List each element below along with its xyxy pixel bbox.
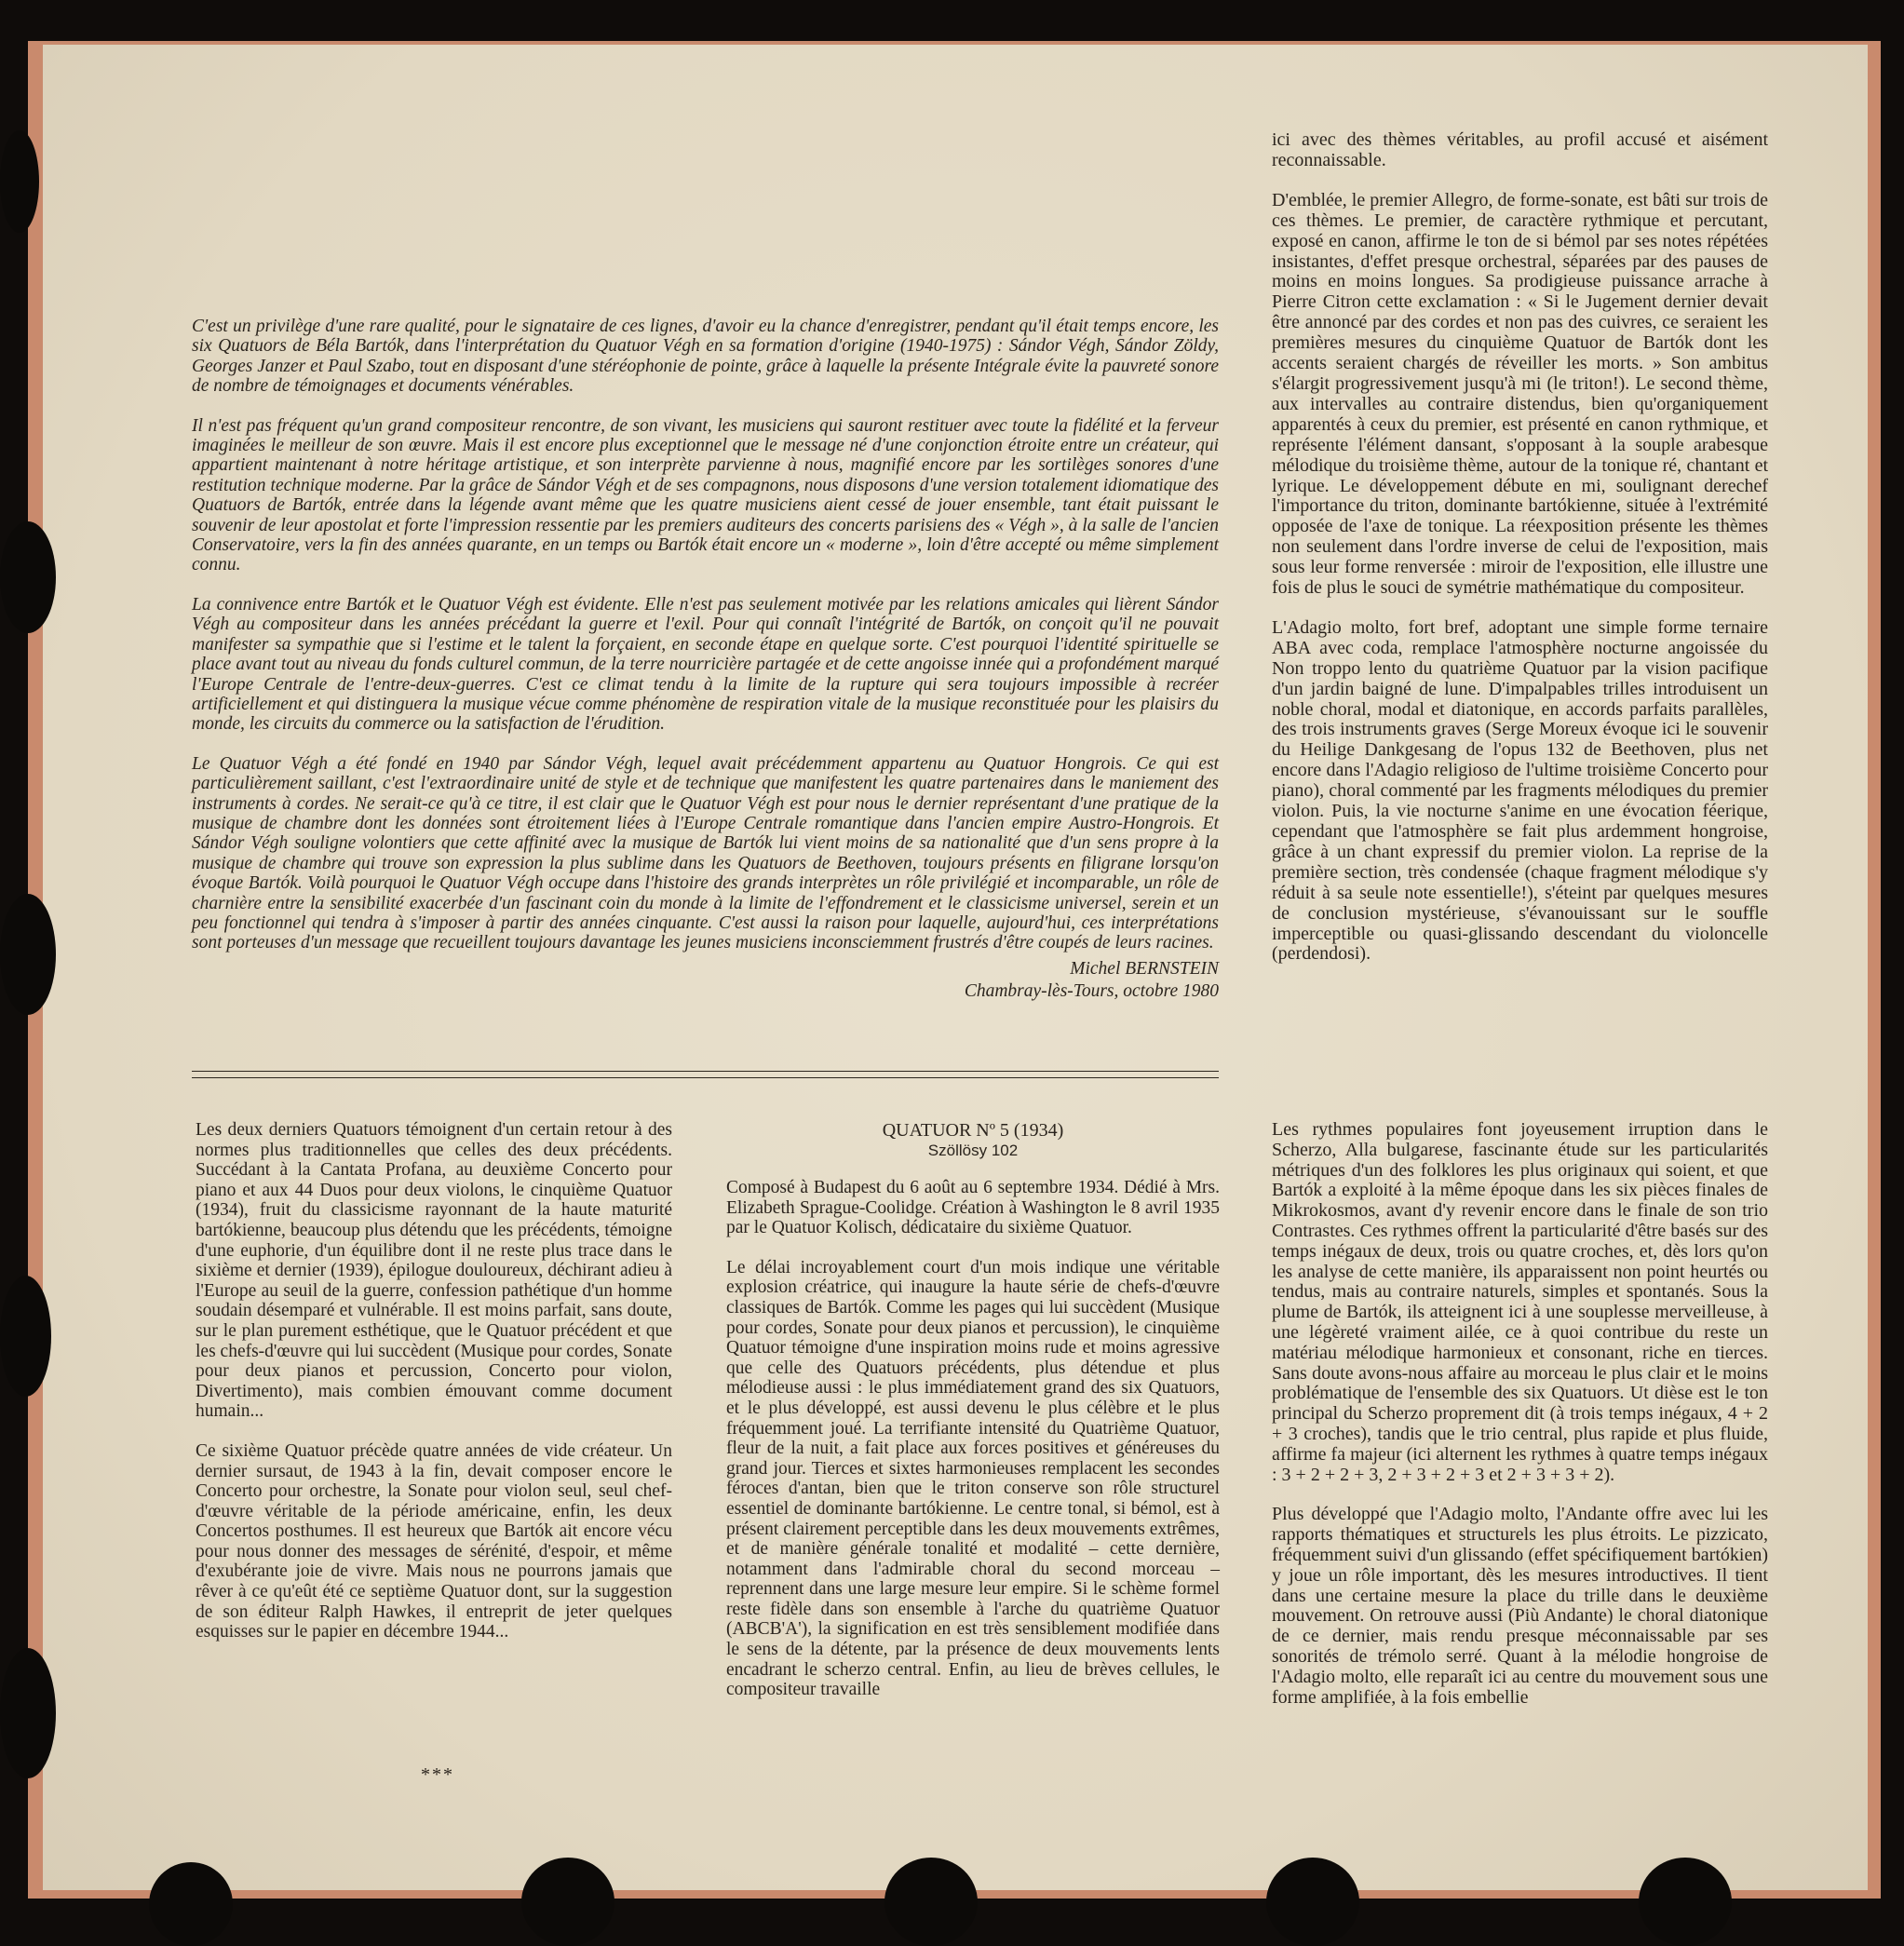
clip-shadow [0,130,39,233]
lower-column-2 [726,1120,1220,1720]
right-paragraph-1: ici avec des thèmes véritables, au profil accusé et aisément reconnaissable. [1272,129,1768,170]
intro-paragraph-2: Il n'est pas fréquent qu'un grand compositeur rencontre, de son vivant, les musiciens qui sauront restituer avec toute la fidélité et la ferveur imaginées le meilleur de son œuvre. Mais il est encore plus exceptionnel que le message né d'une conjonction étroite entre un créateur, qui appartient maintenant à notre héritage artistique, et son interprète parvienne à nous, magnifié encore par les sortilèges sonores d'une restitution technique moderne. Par la grâce de Sándor Végh et de ses compagnons, nous disposons d'une version totalement idiomatique des Quatuors de Bartók, entrée dans la légende avant même que les quatre musiciens aient cessé de jouer ensemble, tant était puissant le souvenir de leur apostolat et forte l'impression ressentie par les premiers auditeurs des concerts parisiens des « Végh », à la salle de l'ancien Conservatoire, vers la fin des années quarante, en un temps ou Bartók était encore un « moderne », loin d'être accepté ou même simplement connu. [192,415,1219,575]
intro-paragraph-3: La connivence entre Bartók et le Quatuor Végh est évidente. Elle n'est pas seulement motivée par les relations amicales qui lièrent Sándor Végh au compositeur dans les années précédant la guerre et l'exil. Pour qui connaît l'intégrité de Bartók, on conçoit qu'il ne pouvait manifester sa sympathie que si l'estime et le talent la forçaient, en seconde étape en quelque sorte. C'est pourquoi l'identité spirituelle se place avant tout au niveau du fonds culturel commun, de la terre nourricière partagée et de cette angoisse innée qui a profondément marqué l'Europe Centrale de l'entre-deux-guerres. C'est ce climat tendu à la limite de la rupture qui sera toujours impossible à recréer artificiellement et qui distinguera la musique vécue comme phénomène de respiration vitale de la musique reconstituée pour les plaisirs du monde, les circuits du commerce ou la satisfaction de l'érudition. [192,594,1219,735]
col3-paragraph-2: Plus développé que l'Adagio molto, l'Andante offre avec lui les rapports thématiques et structurels les plus étroits. Le pizzicato, fréquemment suivi d'un glissando (effet spécifiquement bartókien) y joue un rôle important, dès les mesures introductives. Il tient dans une certaine mesure la place du trille dans le deuxième mouvement. On retrouve aussi (Più Andante) le choral diatonique de ce dernier, mais rendu presque méconnaissable par ses sonorités de trémolo serré. Quant à la mélodie hongroise de l'Adagio molto, elle reparaît ici au centre du mouvement sous une forme amplifiée, à la fois embellie [1272,1504,1768,1708]
intro-paragraph-1: C'est un privilège d'une rare qualité, pour le signataire de ces lignes, d'avoir eu la chance d'enregistrer, pendant qu'il était temps encore, les six Quatuors de Béla Bartók, dans l'interprétation du Quatuor Végh en sa formation d'origine (1940-1975) : Sándor Végh, Sándor Zöldy, Georges Janzer et Paul Szabo, tout en disposant d'une stéréophonie de pointe, grâce à laquelle la présente Intégrale évite la pauvreté sonore de nombre de témoignages et documents vénérables. [192,317,1219,397]
section-ornament: *** [421,1764,454,1785]
lower-column-3 [1272,1120,1768,1727]
signature [192,958,1219,1003]
quartet-title: QUATUOR Nº 5 (1934) [882,1120,1064,1141]
quartet-catalogue: Szöllösy 102 [927,1142,1019,1159]
right-paragraph-2: D'emblée, le premier Allegro, de forme-sonate, est bâti sur trois de ces thèmes. Le premier, de caractère rythmique et percutant, exposé en canon, affirme le ton de si bémol par ses notes répétées insistantes, d'effet presque orchestral, séparées par des pauses de moins en moins longues. Sa prodigieuse puissance arrache à Pierre Citron cette exclamation : « Si le Jugement dernier devait être annoncé par des cordes et non pas des cuivres, ce seraient les premières mesures du cinquième Quatuor de Bartók dont les accents seraient chargés de réveiller les morts. » Son ambitus s'élargit progressivement jusqu'à mi (le triton!). Le second thème, aux intervalles au contraire distendus, bien qu'organiquement apparentés à ceux du premier, est présenté en canon rythmique, et représente l'élément dansant, s'opposant à la souple arabesque mélodique du troisième thème, autour de la tonique ré, chantant et lyrique. Le développement débute en mi, soulignant derechef l'importance du triton, dominante bartókienne, située à l'extrémité opposée de l'axe de tonique. La réexposition présente les thèmes non seulement dans l'ordre inverse de celui de l'exposition, mais sous leur forme renversée : miroir de l'exposition, elle illustre une fois de plus le souci de symétrie mathématique du compositeur. [1272,189,1768,599]
right-paragraph-3: L'Adagio molto, fort bref, adoptant une simple forme ternaire ABA avec coda, remplace l'atmosphère nocturne angoissée du Non troppo lento du quatrième Quatuor par la vision pacifique d'un jardin baigné de lune. D'impalpables trilles introduisent un noble choral, modal et diatonique, en accords parfaits parallèles, des trois instruments graves (Serge Moreux évoque ici le souvenir du Heilige Dankgesang de l'opus 132 de Beethoven, plus net encore dans l'Adagio religioso de l'ultime troisième Concerto pour piano), choral commenté par les fragments mélodiques du premier violon. Puis, la vie nocturne s'anime en une évocation féerique, cependant que l'atmosphère se fait plus ardemment hongroise, grâce à un chant expressif du premier violon. La reprise de la première section, très condensée (chaque fragment mélodique s'y réduit à sa seule note essentielle!), s'éteint par quelques mesures de conclusion mystérieuse, s'évanouissant sur le souffle imperceptible ou quasi-glissando descendant du violoncelle (perdendosi). [1272,616,1768,965]
col3-paragraph-1: Les rythmes populaires font joyeusement irruption dans le Scherzo, Alla bulgarese, fascinante étude sur les particularités métriques d'un des folklores les plus originaux qui soient, et que Bartók a exploité à la même époque dans les six pièces finales de Mikrokosmos, avant d'y revenir encore dans le finale de son trio Contrastes. Ces rythmes offrent la particularité d'être basés sur des temps inégaux de deux, trois ou quatre croches, et, dès lors qu'on les analyse de cette manière, ils apparaissent non point heurtés ou tendus, mais au contraire naturels, simples et spontanés. Sous la plume de Bartók, ils atteignent ici à une souplesse merveilleuse, à une légèreté vraiment ailée, ce à quoi contribue du reste un matériau mélodique harmonieux et consonant, riche en tierces. Sans doute avons-nous affaire au morceau le plus clair et le moins problématique de l'ensemble des six Quatuors. Ut dièse est le ton principal du Scherzo proprement dit (à trois temps inégaux, 4 + 2 + 3 croches), tandis que le trio central, plus rapide et plus fluide, affirme fa majeur (ici alternent les rythmes à quatre temps inégaux : 3 + 2 + 2 + 3, 2 + 3 + 2 + 3 et 2 + 3 + 3 + 2). [1272,1119,1768,1485]
clip-shadow [0,521,56,633]
introduction-text [192,317,1219,1003]
col2-paragraph-2: Le délai incroyablement court d'un mois indique une véritable explosion créatrice, qui inaugure la haute série de chefs-d'œuvre classiques de Bartók. Comme les pages qui lui succèdent (Musique pour cordes, Sonate pour deux pianos et percussion), le cinquième Quatuor témoigne d'une inspiration moins rude et moins agressive que celle des Quatuors précédents, plus détendue et plus mélodieuse aussi : le plus immédiatement grand des six Quatuors, et le plus développé, est aussi devenu le plus célèbre et le plus fréquemment joué. La terrifiante intensité du Quatrième Quatuor, fleur de la nuit, a fait place aux forces positives et généreuses du grand jour. Tierces et sixtes harmonieuses remplacent les secondes féroces d'antan, bien que le triton conserve son rôle structurel essentiel de dominante bartókienne. Le centre tonal, si bémol, est à présent clairement perceptible dans les deux mouvements extrêmes, et de manière générale tonalité et modalité – cette dernière, notamment dans l'admirable choral du second morceau – reprennent dans une large mesure leur empire. Si le schème formel reste fidèle dans son ensemble à l'arche du quatrième Quatuor (ABCB'A'), la signification en est très sensiblement modifiée dans le sens de la détente, par la présence de deux mouvements lents encadrant le scherzo central. Enfin, au lieu de brèves cellules, le compositeur travaille [726,1257,1220,1700]
clip-shadow [0,1276,51,1397]
right-column-text [1272,130,1768,984]
col2-paragraph-1: Composé à Budapest du 6 août au 6 septembre 1934. Dédié à Mrs. Elizabeth Sprague-Coolidge. Création à Washington le 8 avril 1935 par le Quatuor Kolisch, dédicataire du sixième Quatuor. [726,1178,1220,1238]
clip-shadow [521,1858,614,1946]
quartet-heading [726,1120,1220,1161]
lower-column-1 [196,1120,672,1662]
intro-paragraph-4: Le Quatuor Végh a été fondé en 1940 par Sándor Végh, lequel avait précédemment appartenu au Quatuor Hongrois. Ce qui est particulièrement saillant, c'est l'extraordinaire unité de style et de technique que manifestent les quatre partenaires dans le maniement des instruments à cordes. Ne serait-ce qu'à ce titre, il est clair que le Quatuor Végh est pour nous le dernier représentant d'une pratique de la musique de chambre dont les données sont étroitement liées à l'Europe Centrale romantique dans l'ancien empire Austro-Hongrois. Et Sándor Végh souligne volontiers que cette affinité avec la musique de Bartók lui vient moins de sa nationalité que d'un sens propre à la musique de chambre qui trouve son expression la plus sublime dans les Quatuors de Beethoven, toujours présents en filigrane lorsqu'on évoque Bartók. Voilà pourquoi le Quatuor Végh occupe dans l'histoire des grands interprètes un rôle privilégié et incomparable, un rôle de charnière entre la sensibilité exacerbée d'un fascinant coin du monde à la limite de l'effondrement et le classicisme universel, serein et un peu fonctionnel qui tendra à s'imposer à partir des années cinquante. C'est aussi la raison pour laquelle, aujourd'hui, ces interprétations sont porteuses d'un message que recueillent toujours davantage les jeunes musiciens inconsciemment frustrés d'être coupés de leurs racines. [192,753,1219,953]
clip-shadow [0,894,56,1015]
signature-name: Michel BERNSTEIN [1070,958,1219,979]
double-rule-divider [192,1071,1219,1078]
col1-paragraph-1: Les deux derniers Quatuors témoignent d'un certain retour à des normes plus traditionnelles que celles des deux précédents. Succédant à la Cantata Profana, au deuxième Concerto pour piano et aux 44 Duos pour deux violons, le cinquième Quatuor (1934), fruit du classicisme rayonnant de la haute maturité bartókienne, beaucoup plus détendu que les précédents, témoigne d'une euphorie, d'un équilibre dont il ne reste plus trace dans le sixième et dernier (1939), épilogue douloureux, déchirant adieu à l'Europe au seuil de la guerre, confession pathétique d'un homme soudain désemparé et vulnérable. Il est moins parfait, sans doute, sur le plan purement esthétique, que le Quatuor précédent et que les chefs-d'œuvre qui lui succèdent (Musique pour cordes, Sonate pour deux pianos et percussion, Concerto pour violon, Divertimento), mais combien émouvant comme document humain... [196,1120,672,1422]
clip-shadow [0,1648,56,1778]
col1-paragraph-2: Ce sixième Quatuor précède quatre années de vide créateur. Un dernier sursaut, de 1943 à la fin, devait composer encore le Concerto pour orchestre, la Sonate pour violon seul, seul chef-d'œuvre véritable de la période américaine, enfin, les deux Concertos posthumes. Il est heureux que Bartók ait encore vécu pour nous donner des messages de sérénité, d'espoir, et même d'exubérante joie de vivre. Mais nous ne pourrons jamais que rêver à ce qu'eût été ce septième Quatuor dont, sur la suggestion de son éditeur Ralph Hawkes, il entreprit de jeter quelques esquisses sur le papier en décembre 1944... [196,1440,672,1642]
signature-place: Chambray-lès-Tours, octobre 1980 [964,980,1219,1001]
clip-shadow [1266,1858,1359,1946]
clip-shadow [1639,1858,1732,1946]
clip-shadow [884,1858,978,1946]
clip-shadow [149,1862,233,1946]
